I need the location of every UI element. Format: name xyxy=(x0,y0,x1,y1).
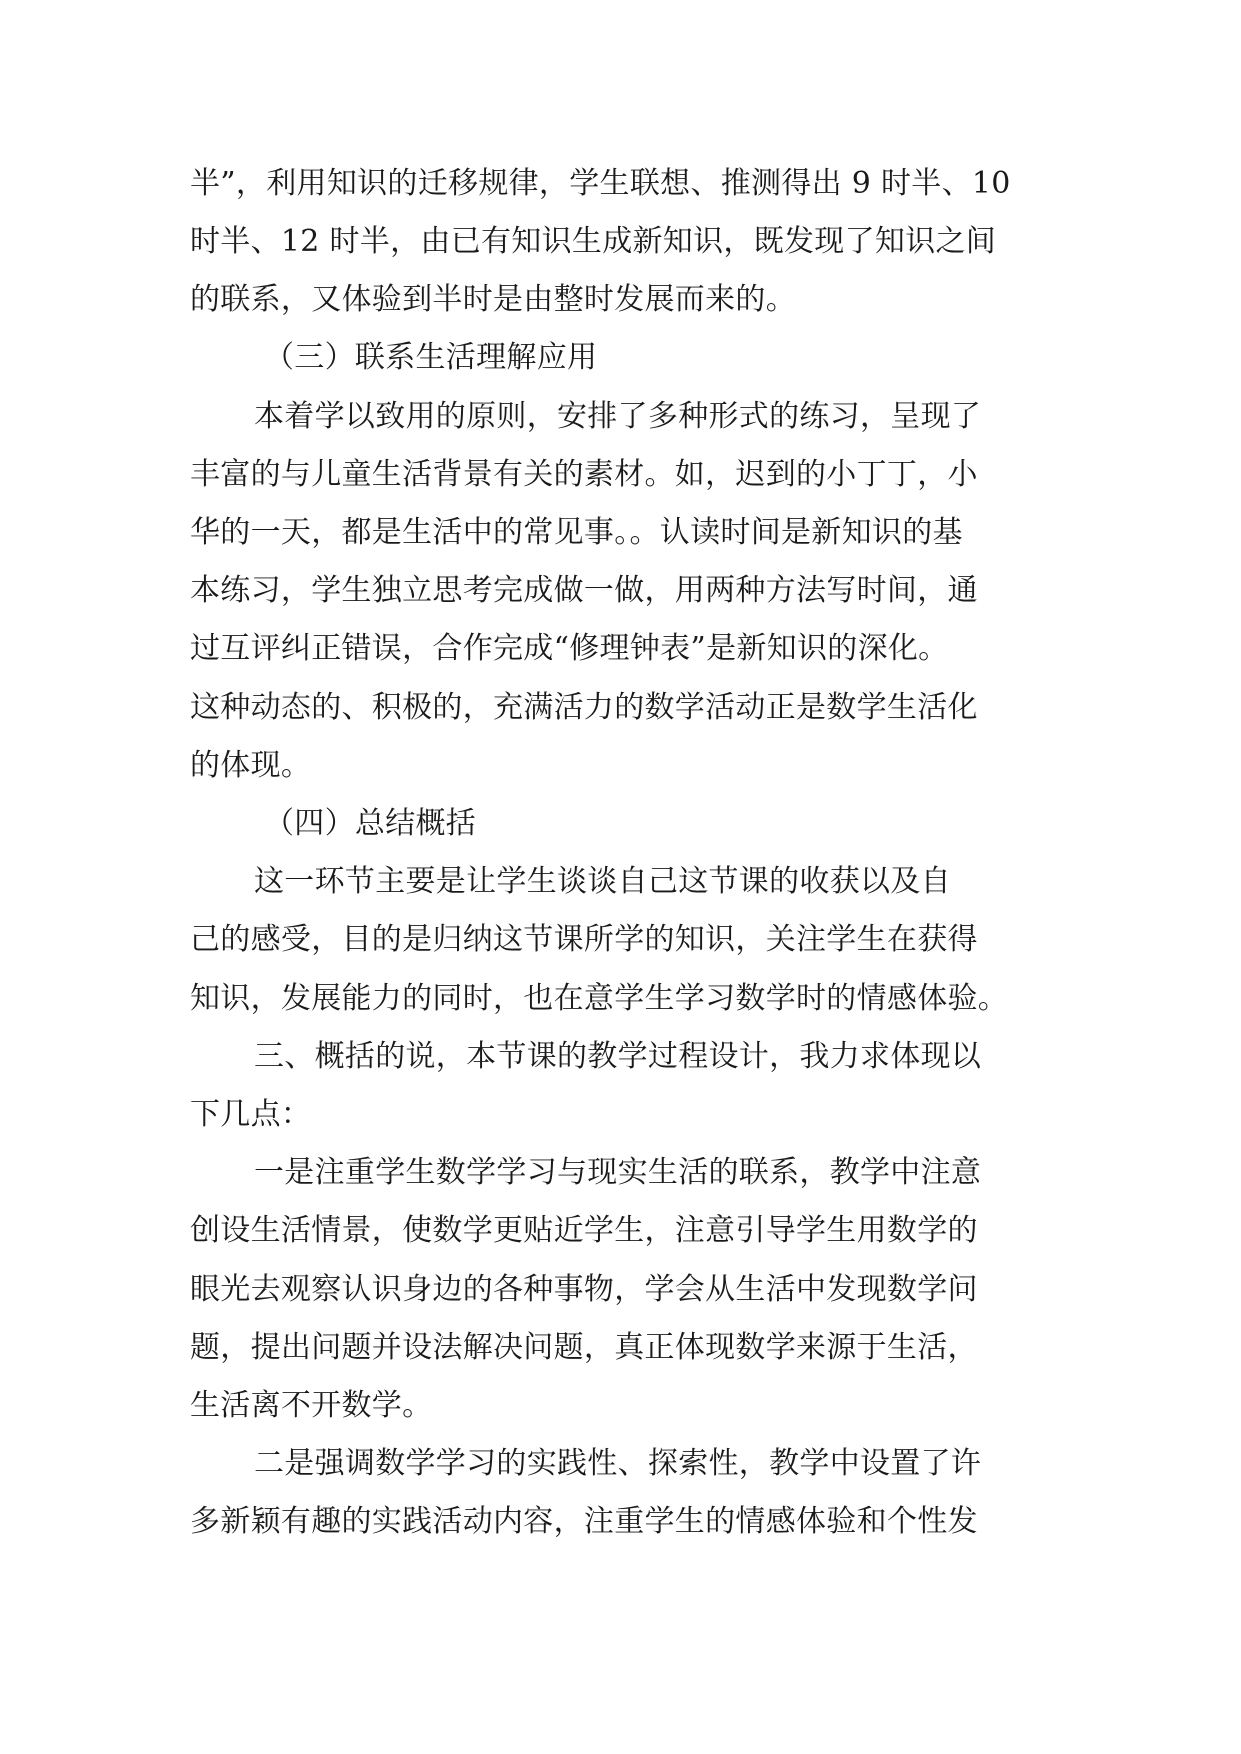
text-line: 半”，利用知识的迁移规律，学生联想、推测得出 9 时半、10 xyxy=(190,166,1011,201)
text-line: 丰富的与儿童生活背景有关的素材。如，迟到的小丁丁，小 xyxy=(190,457,978,492)
text-line: 三、概括的说，本节课的教学过程设计，我力求体现以 xyxy=(254,1039,982,1074)
text-line: 过互评纠正错误，合作完成“修理钟表”是新知识的深化。 xyxy=(190,631,949,666)
text-line: 本练习，学生独立思考完成做一做，用两种方法写时间，通 xyxy=(190,573,978,608)
text-line: 华的一天，都是生活中的常见事。。认读时间是新知识的基 xyxy=(190,515,963,550)
text-line: 题，提出问题并设法解决问题，真正体现数学来源于生活， xyxy=(190,1330,978,1365)
text-line: 的体现。 xyxy=(190,748,312,783)
text-line: 己的感受，目的是归纳这节课所学的知识，关注学生在获得 xyxy=(190,922,978,957)
text-line: 知识，发展能力的同时，也在意学生学习数学时的情感体验。 xyxy=(190,981,1009,1016)
text-line: 生活离不开数学。 xyxy=(190,1388,433,1423)
text-line: 多新颖有趣的实践活动内容，注重学生的情感体验和个性发 xyxy=(190,1504,978,1539)
text-line: 时半、12 时半，由已有知识生成新知识，既发现了知识之间 xyxy=(190,224,997,259)
text-line: 眼光去观察认识身边的各种事物，学会从生活中发现数学问 xyxy=(190,1272,978,1307)
text-line: 下几点： xyxy=(190,1097,312,1132)
text-line: 二是强调数学学习的实践性、探索性，教学中设置了许 xyxy=(254,1446,982,1481)
text-line: 一是注重学生数学学习与现实生活的联系，教学中注意 xyxy=(254,1155,982,1190)
text-line: 这一环节主要是让学生谈谈自己这节课的收获以及自 xyxy=(254,864,951,899)
text-line: 本着学以致用的原则，安排了多种形式的练习，呈现了 xyxy=(254,399,982,434)
section-heading: （四）总结概括 xyxy=(264,806,477,841)
section-heading: （三）联系生活理解应用 xyxy=(264,340,598,375)
text-line: 的联系，又体验到半时是由整时发展而来的。 xyxy=(190,282,796,317)
text-line: 创设生活情景，使数学更贴近学生，注意引导学生用数学的 xyxy=(190,1213,978,1248)
text-line: 这种动态的、积极的，充满活力的数学活动正是数学生活化 xyxy=(190,690,978,725)
